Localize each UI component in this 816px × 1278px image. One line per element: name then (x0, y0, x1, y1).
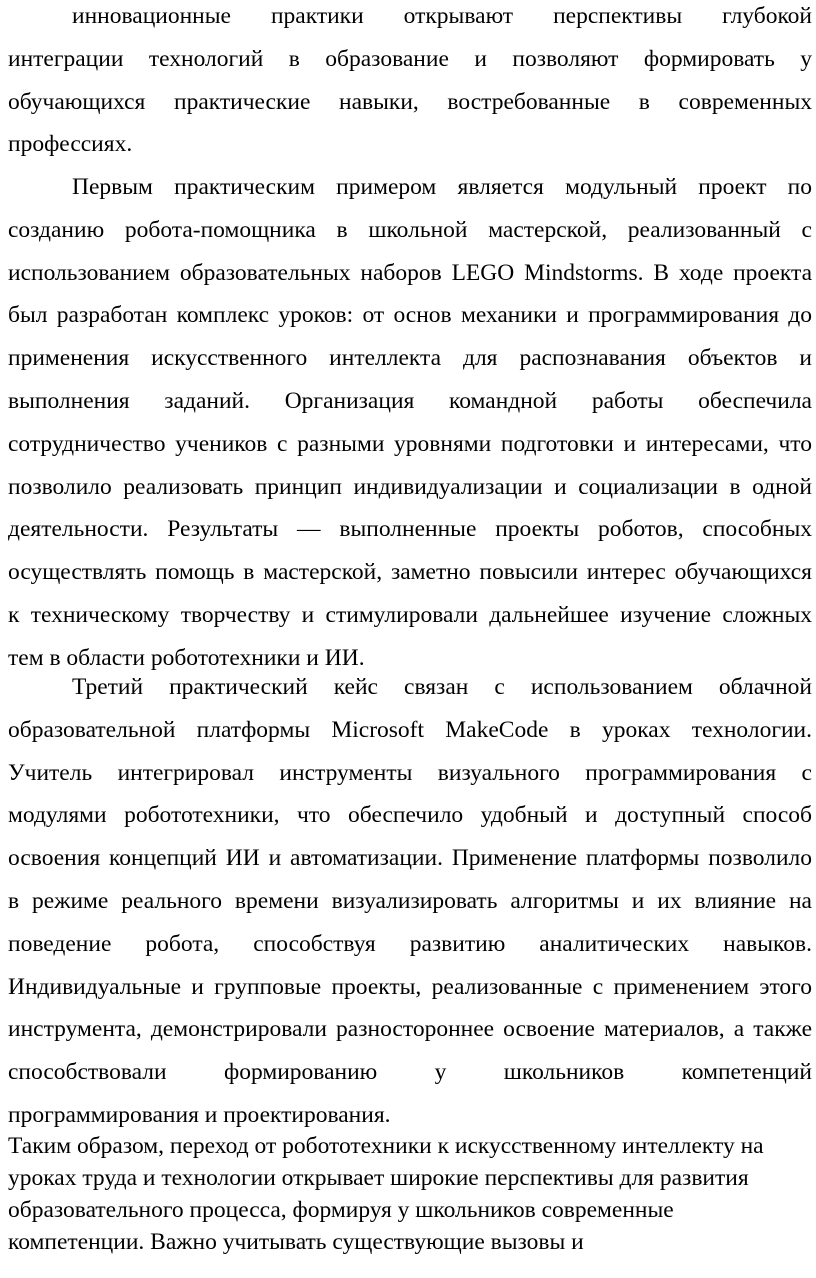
text-line: программирования и проектирования. (8, 1101, 391, 1128)
text-line: был разработан комплекс уроков: от основ механики и программирования до (8, 302, 812, 329)
text-line: профессиях. (8, 131, 133, 158)
text-line: Таким образом, переход от робототехники к искусственному интеллекту на (8, 1133, 764, 1159)
text-line: Третий практический кейс связан с использованием облачной (72, 674, 812, 700)
text-line: способствовали формированию у школьников компетенций (8, 1059, 812, 1086)
text-line: позволило реализовать принцип индивидуализации и социализации в одной (8, 473, 812, 500)
text-line: применения искусственного интеллекта для распознавания объектов и (8, 345, 812, 372)
paragraph-3 (8, 666, 812, 1137)
text-line: сотрудничество учеников с разными уровнями подготовки и интересами, что (8, 430, 812, 457)
text-line: Учитель интегрировал инструменты визуального программирования с (8, 759, 812, 786)
text-line: интеграции технологий в образование и позволяют формировать у (8, 45, 812, 72)
text-line: выполнения заданий. Организация командной работы обеспечила (8, 387, 812, 414)
text-line: поведение робота, способствуя развитию аналитических навыков. (8, 930, 812, 957)
text-line: освоения концепций ИИ и автоматизации. Применение платформы позволило (8, 845, 812, 872)
text-line: компетенции. Важно учитывать существующие вызовы и (8, 1229, 584, 1255)
paragraph-1 (8, 0, 812, 166)
text-line: к техническому творчеству и стимулировали дальнейшее изучение сложных (8, 601, 812, 628)
text-line: образовательной платформы Microsoft MakeCode в уроках технологии. (8, 716, 812, 743)
text-line: тем в области робототехники и ИИ. (8, 644, 365, 671)
text-line: созданию робота-помощника в школьной мастерской, реализованный с (8, 216, 812, 243)
text-line: уроках труда и технологии открывает широкие перспективы для развития (8, 1165, 749, 1191)
text-line: деятельности. Результаты — выполненные проекты роботов, способных (8, 516, 812, 543)
text-line: обучающихся практические навыки, востребованные в современных (8, 88, 812, 115)
text-line: модулями робототехники, что обеспечило удобный и доступный способ (8, 802, 812, 829)
paragraph-4 (8, 1130, 812, 1258)
text-line: образовательного процесса, формируя у школьников современные (8, 1197, 674, 1223)
text-line: инновационные практики открывают перспективы глубокой (72, 3, 812, 29)
paragraph-2 (8, 166, 812, 680)
text-line: Первым практическим примером является модульный проект по (72, 174, 812, 200)
text-line: использованием образовательных наборов LEGO Mindstorms. В ходе проекта (8, 259, 812, 286)
text-line: осуществлять помощь в мастерской, заметно повысили интерес обучающихся (8, 559, 812, 586)
text-line: в режиме реального времени визуализировать алгоритмы и их влияние на (8, 887, 812, 914)
text-line: Индивидуальные и групповые проекты, реализованные с применением этого (8, 973, 812, 1000)
text-line: инструмента, демонстрировали разностороннее освоение материалов, а также (8, 1016, 812, 1043)
